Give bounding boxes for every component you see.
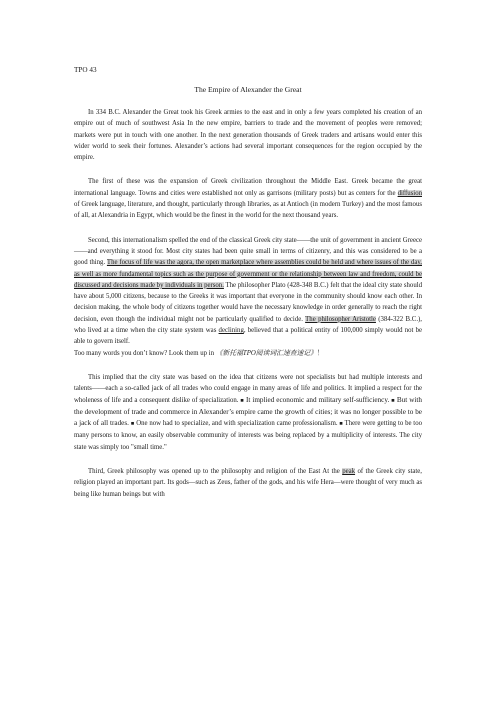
insert-square-marker-2[interactable]: ■ bbox=[391, 397, 395, 404]
paragraph-3-text-cont2: (384-322 B.C.), who lived at a time when the city state system was bbox=[74, 315, 422, 335]
insert-square-marker-3[interactable]: ■ bbox=[130, 421, 135, 428]
highlighted-sentence-agora[interactable]: The focus of life was the agora, the open marketplace where assemblies could be held and where issues of the day, as well as more fundamental topics such as the purpose of government or the relationship between law and freedom, could be discussed and decisions made by individuals in person. bbox=[74, 259, 422, 289]
vocabulary-book-title: 《新托福TPO阅读词汇速查速记》 bbox=[215, 349, 317, 357]
document-label: TPO 43 bbox=[74, 66, 97, 74]
paragraph-5-text: Third, Greek philosophy was opened up to the philosophy and religion of the East At the bbox=[88, 468, 343, 476]
highlighted-word-peak[interactable]: peak bbox=[342, 468, 356, 476]
paragraph-5-text-cont: of the Greek city state, religion played an important part. Its gods—such as Zeus, father of the gods, and his wife Hera—were thought of very much as being like human beings but with bbox=[74, 468, 422, 498]
paragraph-2-text-cont: of Greek language, literature, and thought, particularly through libraries, as at Antioch (in modern Turkey) and the most famous of all, at Alexandria in Egypt, which would be the finest in the world for the next thousand years. bbox=[74, 201, 422, 220]
vocabulary-note bbox=[74, 348, 422, 359]
paragraph-3-text-end: , believed that a political entity of 100,000 simply would not be able to govern itself. bbox=[74, 327, 422, 346]
paragraph-3-text: Second, this internationalism spelled the end of the classical Greek city state——the unit of government in ancient Greece——and everything it stood for. Most city states had been quite small in terms of citizenry, and this was considered to be a good thing. bbox=[74, 236, 422, 267]
insert-square-marker-1[interactable]: ■ bbox=[240, 397, 244, 404]
paragraph-4-text: This implied that the city state was based on the idea that citizens were not specialists but had multiple interests and talents——each a so-called jack of all trades who could engage in many areas of life and politics. It implied a respect for the wholeness of life and a consequent dislike of specialization. bbox=[74, 373, 422, 404]
paragraph-3 bbox=[74, 235, 422, 348]
document-title: The Empire of Alexander the Great bbox=[194, 85, 302, 94]
paragraph-1-text: In 334 B.C. Alexander the Great took his Greek armies to the east and in only a few years completed his creation of an empire out of much of southwest Asia In the new empire, barriers to trade and the movement of peoples were removed; markets were put in touch with one another. In the next generation thousands of Greek traders and artisans would enter this wider world to seek their fortunes. Alexander’s actions had several important consequences for the region occupied by the empire. bbox=[74, 109, 422, 162]
paragraph-2-text: The first of these was the expansion of Greek civilization throughout the Middle East. Greek became the great international language. Towns and cities were established not only as garrisons (military posts) but as centers for the bbox=[74, 178, 422, 197]
paragraph-4-sentence-a: It implied economic and military self-sufficiency. bbox=[243, 395, 392, 404]
paragraph-5 bbox=[74, 466, 422, 500]
paragraph-4-sentence-d: There were getting to be too many persons to know, an easily observable community of interests was being replaced by a multiplicity of interests. The city state was simply too "small time." bbox=[74, 420, 422, 451]
paragraph-1 bbox=[74, 107, 422, 163]
paragraph-2 bbox=[74, 176, 422, 221]
vocabulary-note-text: Too many words you don’t know? Look them up in bbox=[74, 349, 216, 357]
highlighted-word-diffusion[interactable]: diffusion bbox=[397, 189, 422, 197]
paragraph-4 bbox=[74, 372, 422, 453]
paragraph-4-sentence-c: One now had to specialize, and with specialization came professionalism. bbox=[134, 420, 340, 428]
paragraph-4-sentence-b: But with the development of trade and commerce in Alexander’s empire came the growth of cities; it was no longer possible to be a jack of all trades. bbox=[74, 395, 422, 428]
paragraph-3-text-cont: The philosopher Plato (428-348 B.C.) felt that the ideal city state should have about 5,000 citizens, because to the Greeks it was important that everyone in the community should know each other. In decision making, the whole body of citizens together would have the necessary knowledge in order generally to reach the right decision, even though the individual might not be particularly qualified to decide. bbox=[74, 281, 422, 323]
highlighted-phrase-aristotle[interactable]: The philosopher Aristotle bbox=[305, 315, 376, 323]
underlined-word-declining[interactable]: declining bbox=[218, 327, 244, 335]
insert-square-marker-4[interactable]: ■ bbox=[339, 421, 343, 428]
vocabulary-note-end: ！ bbox=[316, 349, 324, 357]
